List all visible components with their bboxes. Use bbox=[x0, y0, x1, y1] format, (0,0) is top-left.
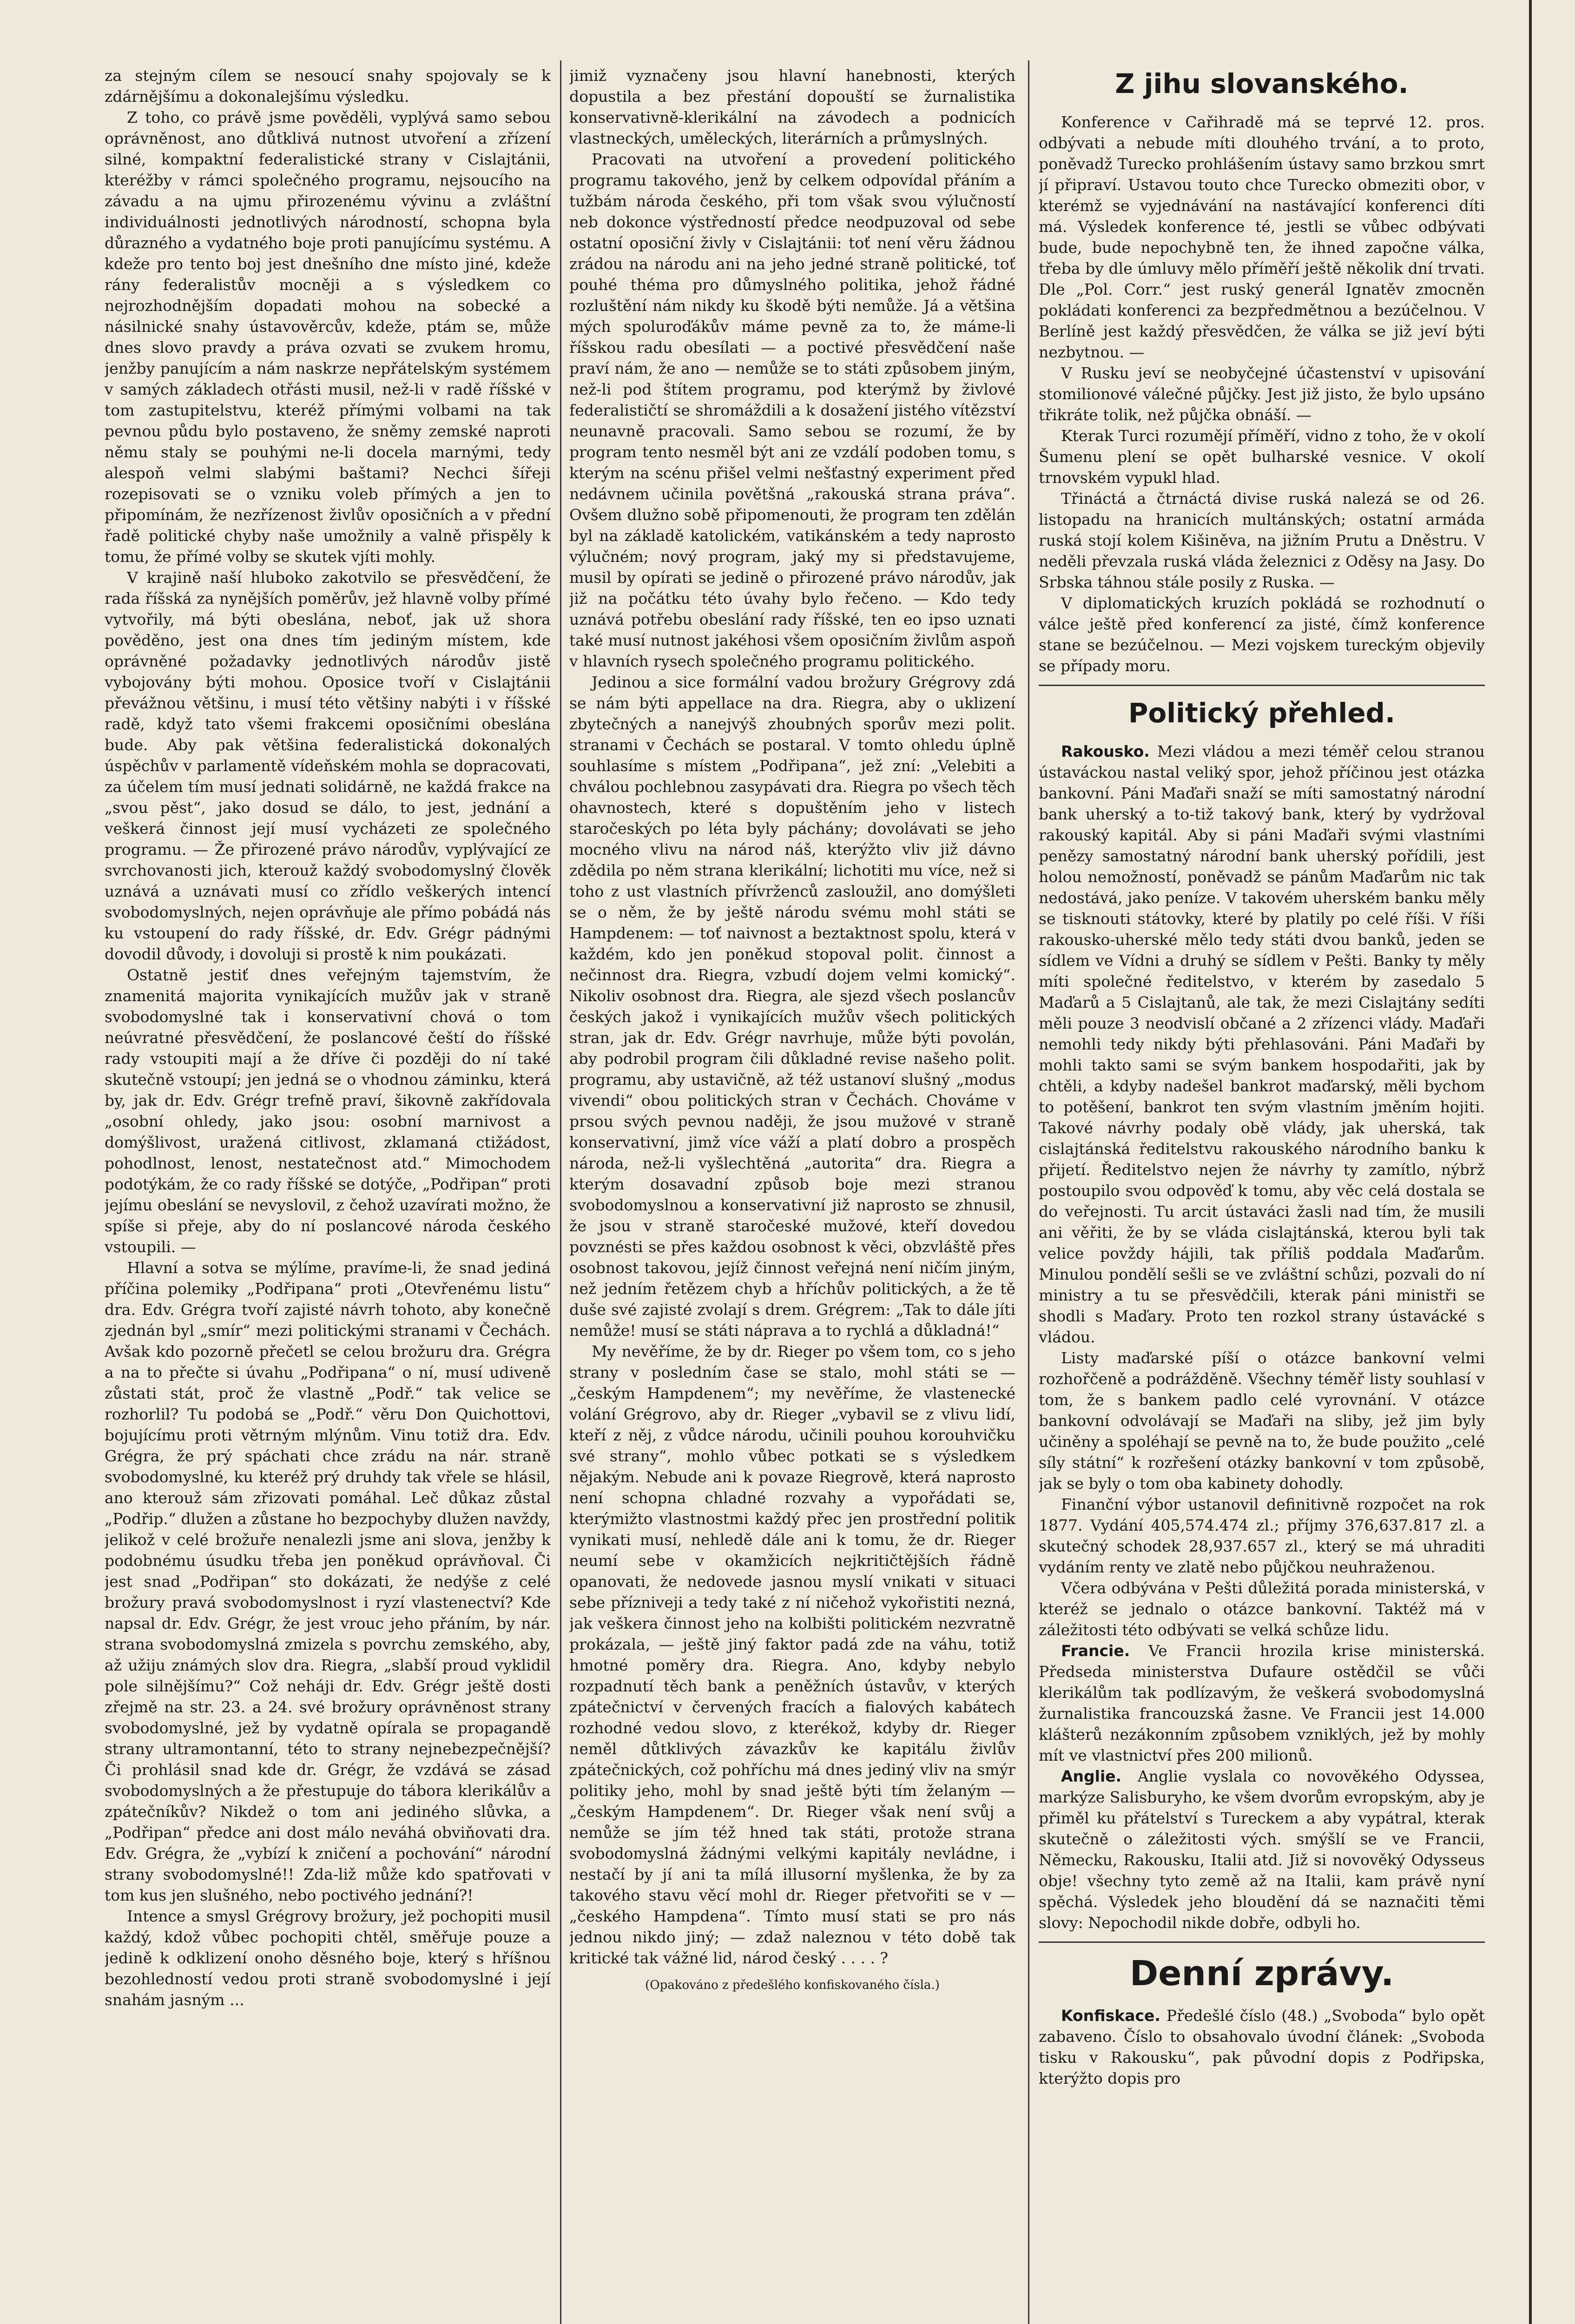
paragraph bbox=[1039, 1640, 1485, 1766]
paragraph: V krajině naší hluboko zakotvilo se přesvědčení, že rada říšská za nynějších poměrův, jež hlavně volby přímé vytvořily, má býti obeslána, neboť, jak už shora pověděno, jest ona dnes tím jediným místem, kde oprávněné požadavky jednotlivých národův jistě vybojovány býti mohou. Oposice tvoří v Cislajtánii převážnou většinu, i musí této většiny nabýti i v říšské radě, když tato všemi frakcemi oposičními obeslána bude. Aby pak většina federalistická dokonalých úspěchův v parlamentě vídeňském mohla se dopracovati, za účelem tím musí jednati solidárně, ne každá frakce na „svou pěst“, jako dosud se dálo, to jest, jednání a veškerá činnost její musí vycházeti ze společného programu. — Že přirozené právo národův, vyplývající ze svrchovanosti jich, kterouž každý svobodomyslný člověk uznává a uznávati musí co zřídlo veškerých intencí svobodomyslných, nejen oprávňuje ale přímo pobádá nás ku vstoupení do rady říšské, dr. Edv. Grégr pádnými dovodil důvody, i dovoluji si prostě k nim poukázati. bbox=[105, 568, 551, 963]
paragraph: V diplomatických kruzích pokládá se rozhodnutí o válce ještě před konferencí za jisté, čímž konference stane se bezúčelnou. — Mezi vojskem tureckým objevily se případy moru. bbox=[1039, 594, 1485, 675]
paragraph-text: Anglie vyslala co novověkého Odyssea, markýze Salisburyho, ke všem dvorům evropským, aby je přiměl ku přátelství s Tureckem a aby vypátral, kterak skutečně o záležitosti vých. smýšlí se ve Francii, Německu, Rakousku, Italii atd. Již si novověký Odysseus obje! všechny tyto země až na Italii, kam právě nyní spěchá. Výsledek jeho bloudění dá se naznačiti těmi slovy: Nepochodil nikde dobře, odbyli ho. bbox=[1039, 1767, 1485, 1932]
paragraph: Listy maďarské píší o otázce bankovní velmi rozhořčeně a podrážděně. Všechny téměř listy souhlasí v tom, že s bankem padlo celé vyrovnání. V otázce bankovní odvolávají se Maďaři na sliby, jež jim byly učiněny a spoléhají se pevně na to, že bude použito „celé síly státní“ k rozřešení otázky bankovní v tom způsobě, jak se byly o tom oba kabinety dohodly. bbox=[1039, 1349, 1485, 1492]
lead-word: Konfiskace. bbox=[1061, 2007, 1160, 2025]
section-divider bbox=[1039, 685, 1485, 686]
paragraph: Intence a smysl Grégrovy brožury, jež pochopiti musil každý, kdož vůbec pochopiti chtěl, směřuje pouze a jedině k odklizení onoho děsného boje, který s hříšnou bezohledností vedou proti straně svobodomyslné i její snahám jasným ... bbox=[105, 1907, 551, 2009]
paragraph-text: Předešlé číslo (48.) „Svoboda“ bylo opět zabaveno. Číslo to obsahovalo úvodní článek: „Svoboda tisku v Rakousku“, pak původní dopis z Podřipska, kterýžto dopis pro bbox=[1039, 2007, 1485, 2087]
paragraph: Včera odbývána v Pešti důležitá porada ministerská, v kteréž se jednalo o otázce bankovní. Taktéž má v záležitosti této odbývati se velká schůze lidu. bbox=[1039, 1579, 1485, 1639]
paragraph: Třináctá a čtrnáctá divise ruská nalezá se od 26. listopadu na hranicích multánských; ostatní armáda ruská stojí kolem Kišiněva, na jižním Prutu a Dněstru. V neděli převzala ruská vláda železnici z Oděsy na Jasy. Do Srbska táhnou stále posily z Ruska. — bbox=[1039, 489, 1485, 591]
paragraph: Ostatně jestiť dnes veřejným tajemstvím, že znamenitá majorita vynikajících mužův jak v straně svobodomyslné tak i konservativní chová o tom neúvratné přesvědčení, že poslancové čeští do říšské rady vstoupiti mají a že dříve či později do ní také skutečně vstoupí; jen jedná se o vhodnou záminku, která by, jak dr. Edv. Grégr trefně praví, šikovně zakřídovala „osobní ohledy, jako jsou: osobní marnivost a domýšlivost, uražená citlivost, zklamaná ctižádost, pohodlnost, lenost, nestatečnost atd.“ Mimochodem podotýkám, že co rady říšské se dotýče, „Podřipan“ proti jejímu obeslání se nevyslovil, z čehož uzavírati možno, že spíše si přeje, aby do ní poslancové národa českého vstoupili. — bbox=[105, 966, 551, 1256]
paragraph: jimiž vyznačeny jsou hlavní hanebnosti, kterých dopustila a bez přestání dopouští se žurnalistika konservativně-klerikální na závodech a podnicích vlastneckých, uměleckých, literárních a průmyslných. bbox=[569, 66, 1015, 147]
paragraph: Pracovati na utvoření a provedení politického programu takového, jenž by celkem odpovídal přáním a tužbám národa českého, při tom však svou výlučností neb dokonce výstředností předce neodpuzoval od sebe ostatní oposiční živly v Cislajtánii: toť není věru žádnou zrádou na národu ani na jeho jedné straně politické, toť pouhé théma pro důmyslného politika, jehož řádné rozluštění nám nikdy ku škodě býti nemůže. Já a většina mých spoluroďákův máme pevně za to, že máme-li říšskou radu obesílati — a poctivé přesvědčení naše praví nám, že ano — nemůže se to státi způsobem jiným, než-li pod štítem programu, pod kterýmž by živlové federalističtí se shromáždili a k dosažení jistého vítězství neunavně pracovali. Samo sebou se rozumí, že by program tento nesměl být ani ze vzdálí podoben tomu, s kterým na scénu přišel velmi nešťastný experiment před nedávnem učinila povětšná „rakouská strana práva“. Ovšem dlužno sobě připomenouti, že program ten zdělán byl na základě katolickém, vatikánském a tedy naprosto výlučném; nový program, jaký my si představujeme, musil by opírati se jedině o přirozené právo národův, jak již na počátku této úvahy bylo řečeno. — Kdo tedy uznává potřebu obeslání rady říšské, ten eo ipso uznati také musí nutnost jakéhosi všem oposičním živlům aspoň v hlavních rysech společného programu politického. bbox=[569, 150, 1015, 670]
paragraph: Z toho, co právě jsme pověděli, vyplývá samo sebou oprávněnost, ano důtklivá nutnost utvoření a zřízení silné, kompaktní federalistické strany v Cislajtánii, kteréžby v rámci společného programu, nejsoucího na závadu a na ujmu přirozenému vývinu a zvláštní individuálnosti jednotlivých národností, schopna byla důrazného a vydatného boje proti panujícímu systému. A kdeže pro tento boj jest dnešního dne místo jiné, kdeže rány federalistův mocněji a s výsledkem co nejrozhodnějším dopadati mohou na sobecké a násilnické snahy ústavověrcův, kdeže, ptám se, může dnes slovo pravdy a práva ozvati se zvukem hromu, jenžby panujícím a nám naskrze nepřátelským systémem v samých základech otřásti musil, než-li v radě říšské v tom zastupitelstvu, kteréž přímými volbami na tak pevnou půdu bylo postaveno, že sněmy zemské naproti němu staly se pouhými ne-li docela marnými, tedy alespoň velmi slabými baštami? Nechci šířeji rozepisovati se o vzniku voleb přímých a jen to připomínám, že nezřízenost živlův oposičních a v přední řadě politické chyby naše umožnily a valně přispěly k tomu, že přímé volby se skutek vjíti mohly. bbox=[105, 108, 551, 566]
section-title-south-slavic: Z jihu slovanského. bbox=[1115, 68, 1409, 99]
paragraph bbox=[1039, 741, 1485, 1347]
section-title-daily-news: Denní zprávy. bbox=[1129, 1954, 1394, 1994]
section-title-political-overview: Politický přehled. bbox=[1128, 697, 1396, 729]
paragraph: Jedinou a sice formální vadou brožury Grégrovy zdá se nám býti appellace na dra. Riegra, aby o uklizení zbytečných a nanejvýš zhoubných sporův mezi polit. stranami v Čechách se postaral. V tomto ohledu úplně souhlasíme s místem „Podřipana“, jež zní: „Velebiti a chválou pochlebnou zasypávati dra. Riegra po všech těch ohavnostech, které s dopuštěním jeho v listech staročeských po léta byly páchány; dovolávati se jeho mocného vlivu na národ náš, kterýžto vliv již dávno zdědila po něm strana klerikální; lichotiti mu více, než si toho z ust vlastních přívrženců zasloužil, ano domýšleti se o něm, že by ještě národu svému mohl státi se Hampdenem: — toť naivnost a beztaktnost spolu, která v každém, kdo jen poněkud stopoval polit. činnost a nečinnost dra. Riegra, vzbudí dojem velmi komický“. Nikoliv osobnost dra. Riegra, ale sjezd všech poslancův českých jakož i vynikajících mužův všech politických stran, jak dr. Edv. Grégr navrhuje, může býti povolán, aby podrobil program čili důkladné revise našeho polit. programu, aby ustavičně, až též ustanoví slušný „modus vivendi“ obou politických stran v Čechách. Chováme v prsou svých pevnou naději, že jsou mužové v straně konservativní, jimž více váží a platí dobro a prospěch národa, než-li vyšlechtěná „autorita“ dra. Riegra a kterým dosavadní způsob boje mezi stranou svobodomyslnou a konservativní již naprosto se zhnusil, že jsou v straně staročeské mužové, kteří dovedou povznésti se přes každou osobnost k věci, obzvláště přes osobnost takovou, jejíž činnost veřejná není ničím jiným, než jedním řetězem chyb a hříchův politických, a že tě duše své zajisté zvolají s drem. Grégrem: „Tak to dále jíti nemůže! musí se státi náprava a to rychlá a důkladná!“ bbox=[569, 673, 1015, 1340]
column-1 bbox=[105, 65, 551, 2324]
paragraph: Kterak Turci rozumějí příměří, vidno z toho, že v okolí Šumenu plení se opět bulharské vesnice. V okolí trnovském vypukl hlad. bbox=[1039, 427, 1485, 487]
column-2 bbox=[569, 65, 1015, 2324]
section-divider bbox=[1039, 1941, 1485, 1943]
reprint-note: (Opakováno z předešlého konfiskovaného čísla.) bbox=[645, 1978, 940, 1992]
paragraph bbox=[1039, 2005, 1485, 2089]
column-rule-2 bbox=[1028, 60, 1029, 2324]
paragraph bbox=[1039, 1766, 1485, 1933]
paragraph: Konference v Cařihradě má se teprvé 12. pros. odbývati a nebude míti dlouhého trvání, a to proto, poněvadž Turecko prohlášením ústavy samo brzkou smrt jí připraví. Ustavou touto chce Turecko obmeziti obor, v kterémž se vyjednávání na nastávající konferenci díti má. Výsledek konference té, jestli se vůbec odbývati bude, bude nepochybně ten, že ihned započne válka, třeba by dle úmluvy mělo příměří ještě několik dní trvati. Dle „Pol. Corr.“ jest ruský generál Ignatěv zmocněn pokládati konferenci za bezpředmětnou a bezúčelnou. V Berlíně jest každý přesvědčen, že válka se již jeví býti nezbytnou. — bbox=[1039, 113, 1485, 361]
paragraph-text: Mezi vládou a mezi téměř celou stranou ústaváckou nastal veliký spor, jehož příčinou jest otázka bankovní. Páni Maďaři snaží se míti samostatný národní bank uherský a to-tiž takový bank, který by vydržoval rakouský kapitál. Aby si páni Maďaři svými vlastními penězy samostatný národní bank uherský pořídili, jest holou nemožností, poněvadž se pánům Maďarům nic tak nedostává, jako peníze. V takovém uherském banku měly se tisknouti státovky, které by platily po celé říši. V říši rakousko-uherské mělo tedy státi dvou banků, jeden se sídlem ve Vídni a druhý se sídlem v Pešti. Banky ty měly míti společné ředitelstvo, v kterém by zasedalo 5 Maďarů a 5 Cislajtanů, ale tak, že mezi Cislajtány sedíti měli pouze 3 neodvislí občané a 2 zřízenci vlády. Maďaři nemohli tedy nikdy býti přehlasováni. Páni Maďaři by mohli takto sami se svým bankem hospodařiti, jak by chtěli, a kdyby nadešel bankrot maďarský, měli bychom to potěšení, bankrot ten svým vlastním jměním hojiti. Takové návrhy podaly obě vlády, jak uherská, tak cislajtánská ředitelstvu rakouského národního banku k přijetí. Ředitelstvo nejen že návrhy ty zamítlo, nýbrž postoupilo svou odpověď k tomu, aby věc celá dostala se do veřejnosti. Tu arcit ústaváci žasli nad tím, že musili ani věřiti, že by se vláda cislajtánská, kterou byli tak velice povždy hájili, tak příliš poddala Maďarům. Minulou pondělí sešli se ve zvláštní schůzi, pozvali do ní ministry a tu se přesvědčili, kterak páni ministři se shodli s Maďary. Proto ten rozkol strany ústavácké s vládou. bbox=[1039, 742, 1485, 1346]
paragraph-text: Ve Francii hrozila krise ministerská. Předseda ministerstva Dufaure ostědčil se vůči klerikálům tak podlízavým, že veškerá svobodomyslná žurnalistika francouzská žasne. Ve Francii jest 14.000 klášterů nezákonním způsobem vzniklých, jež by mohly mít ve vlastnictví přes 200 milionů. bbox=[1039, 1642, 1485, 1764]
paragraph: Finanční výbor ustanovil definitivně rozpočet na rok 1877. Vydání 405,574.474 zl.; příjmy 376,637.817 zl. a skutečný schodek 28,937.657 zl., který se má uhraditi vydáním renty ve zlatě nebo půjčkou neuhraženou. bbox=[1039, 1495, 1485, 1576]
page-edge-line bbox=[1529, 0, 1532, 2324]
column-rule-1 bbox=[560, 60, 561, 2324]
lead-word: Anglie. bbox=[1061, 1767, 1122, 1785]
paragraph: V Rusku jeví se neobyčejné účastenství v upisování stomilionové válečné půjčky. Jest již jisto, že bylo upsáno třikráte tolik, než půjčka obnáší. — bbox=[1039, 364, 1485, 424]
lead-word: Rakousko. bbox=[1061, 742, 1150, 760]
paragraph: Hlavní a sotva se mýlíme, pravíme-li, že snad jediná příčina polemiky „Podřipana“ proti „Otevřenému listu“ dra. Edv. Grégra tvoří zajisté návrh tohoto, aby konečně zjednán byl „smír“ mezi politickými stranami v Čechách. Avšak kdo pozorně přečetl se celou brožuru dra. Grégra a na to přečte si úvahu „Podřipana“ o ní, musí udiveně zůstati stát, proč že vlastně „Podř.“ tak velice se rozhorlil? Tu podobá se „Podř.“ věru Don Quichottovi, bojujícímu proti větrným mlýnům. Vinu totiž dra. Edv. Grégra, že prý spáchati chce zrádu na nár. straně svobodomyslné, ku kteréž prý druhdy tak vřele se hlásil, ano kterouž sám zřizovati pomáhal. Leč důkaz zůstal „Podřip.“ dlužen a zůstane ho bezpochyby dlužen navždy, jelikož v celé brožuře nenalezli jsme ani slova, jenžby k podobnému úsudku třeba jen poněkud oprávňoval. Či jest snad „Podřipan“ sto dokázati, že nedýše z celé brožury pravá svobodomyslnost i ryzí vlastenectví? Kde napsal dr. Edv. Grégr, že jest vrouc jeho přáním, by nár. strana svobodomyslná zmizela s povrchu zemského, aby, až užiju známých slov dra. Riegra, „slabší proud vyklidil pole silnějšímu?“ Což neháji dr. Edv. Grégr ještě dosti zřejmě na str. 23. a 24. své brožury oprávněnost strany svobodomyslné, jež by vydatně opírala se propagandě strany ultramontanní, této to strany nejnebezpečnější? Či prohlásil snad kde dr. Grégr, že vzdává se zásad svobodomyslných a že přestupuje do tábora klerikálův a zpátečníkův? Nikdež o tom ani jediného slůvka, a „Podřipan“ předce ani dost málo neváhá obviňovati dra. Edv. Grégra, že „vybízí k zničení a pochování“ národní strany svobodomyslné!! Zda-liž může kdo spatřovati v tom kus jen slušného, nebo poctivého jednání?! bbox=[105, 1259, 551, 1904]
paragraph: za stejným cílem se nesoucí snahy spojovaly se k zdárnějšímu a dokonalejšímu výsledku. bbox=[105, 66, 551, 106]
column-3 bbox=[1039, 65, 1485, 2324]
lead-word: Francie. bbox=[1061, 1642, 1130, 1660]
paragraph: My nevěříme, že by dr. Rieger po všem tom, co s jeho strany v posledním čase se stalo, mohl státi se — „českým Hampdenem“; my nevěříme, že vlastenecké volání Grégrovo, aby dr. Rieger „vybavil se z vlivu lidí, kteří z něj, z vůdce národu, učinili pouhou korouhvičku své strany“, mohlo vůbec potkati se s výsledkem nějakým. Nebude ani k povaze Riegrově, která naprosto není schopna chladné rozvahy a vypořádati se, kterýmižto vlastnostmi každý přec jen prostřední politik vynikati musí, nehledě dále ani k tomu, že dr. Rieger neumí sebe v okamžicích nejkritičtějších řádně opanovati, že nedovede jasnou myslí vnikati v situaci sebe přízniveji a tedy také z ní ničehož vykořistiti nezná, jak veškera činnost jeho na kolbišti politickém nezvratně prokázala, — ještě jiný faktor padá zde na váhu, totiž hmotné poměry dra. Riegra. Ano, kdyby nebylo rozpadnutí těch bank a peněžních ústavův, v kterých zpátečnictví v červených fracích a fialových kabátech rozhodné vedou slovo, z kterékož, kdyby dr. Rieger neměl důtklivých závazkův ke kapitálu živlův zpátečnických, což pohříchu má dnes jediný vliv na smýr politiky jeho, mohl by snad ještě býti tím želaným — „českým Hampdenem“. Dr. Rieger však není svůj a nemůže se jím též hned tak státi, protože strana svobodomyslná žádnými velkými kapitály nevládne, i nestačí by jí ani ta mílá illusorní myšlenka, že by za takového stavu věcí mohl dr. Rieger přetvořiti se v — „českého Hampdena“. Tímto musí stati se pro nás jednou nikdo jiný; — zdaž naleznou v této době tak kritické tak vážné lid, národ český . . . . ? bbox=[569, 1342, 1015, 1967]
